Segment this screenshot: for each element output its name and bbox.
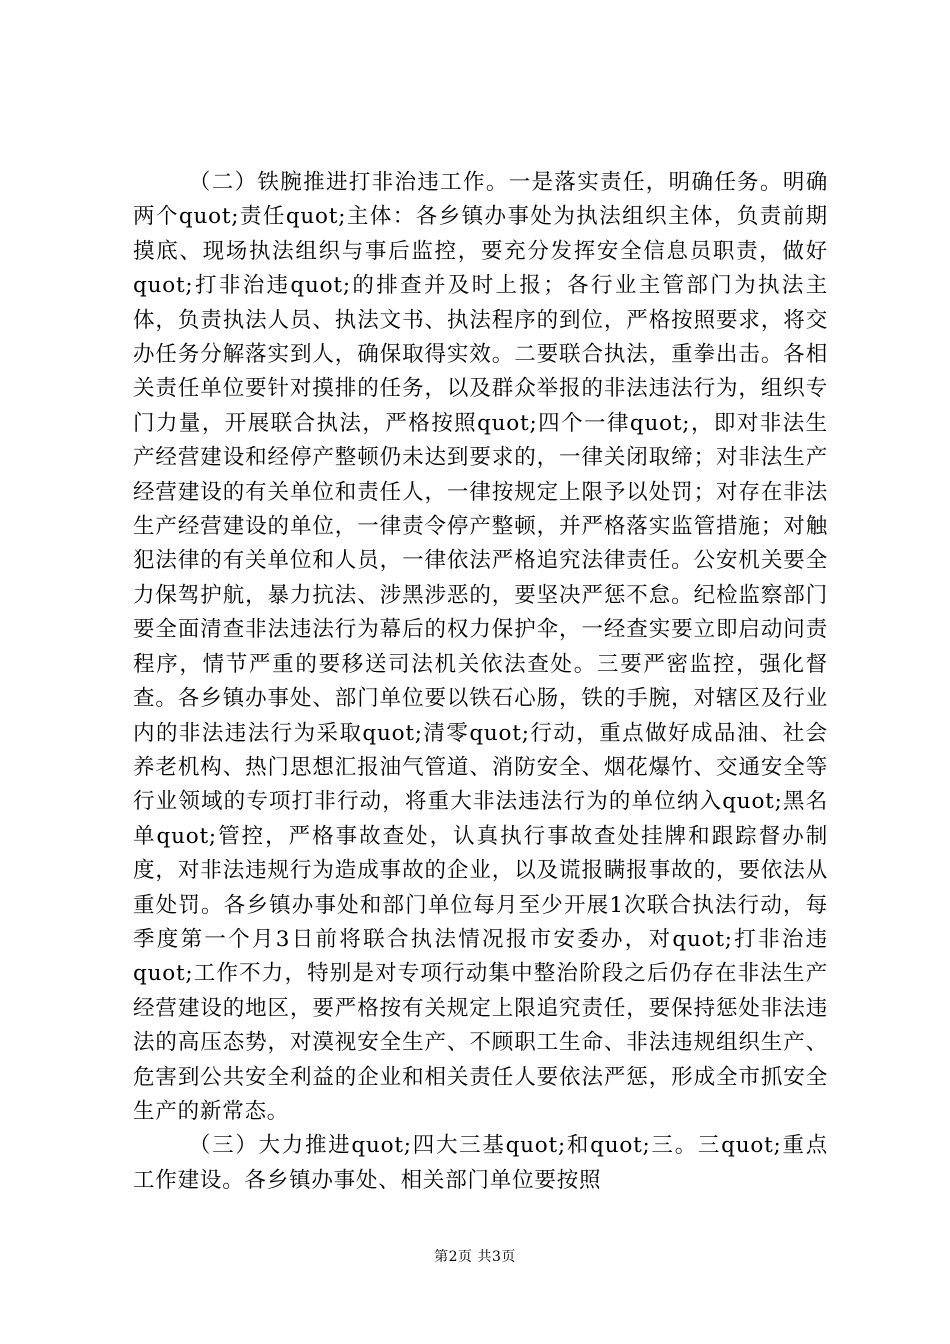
paragraph-section-two: （二）铁腕推进打非治违工作。一是落实责任，明确任务。明确两个quot;责任quot;主体：各乡镇办事处为执法组织主体，负责前期摸底、现场执法组织与事后监控，要充分发挥安全信息员职责，做好quot;打非治违quot;的排查并及时上报；各行业主管部门为执法主体，负责执法人员、执法文书、执法程序的到位，严格按照要求，将交办任务分解落实到人，确保取得实效。二要联合执法，重拳出击。各相关责任单位要针对摸排的任务，以及群众举报的非法违法行为，组织专门力量，开展联合执法，严格按照quot;四个一律quot;，即对非法生产经营建设和经停产整顿仍未达到要求的，一律关闭取缔；对非法生产经营建设的有关单位和责任人，一律按规定上限予以处罚；对存在非法生产经营建设的单位，一律责令停产整顿，并严格落实监管措施；对触犯法律的有关单位和人员，一律依法严格追究法律责任。公安机关要全力保驾护航，暴力抗法、涉黑涉恶的，要坚决严惩不怠。纪检监察部门要全面清查非法违法行为幕后的权力保护伞，一经查实要立即启动问责程序，情节严重的要移送司法机关依法查处。三要严密监控，强化督查。各乡镇办事处、部门单位要以铁石心肠，铁的手腕，对辖区及行业内的非法违法行为采取quot;清零quot;行动，重点做好成品油、社会养老机构、热门思想汇报油气管道、消防安全、烟花爆竹、交通安全等行业领域的专项打非行动，将重大非法违法行为的单位纳入quot;黑名单quot;管控，严格事故查处，认真执行事故查处挂牌和跟踪督办制度，对非法违规行为造成事故的企业，以及谎报瞒报事故的，要依法从重处罚。各乡镇办事处和部门单位每月至少开展1次联合执法行动，每季度第一个月3日前将联合执法情况报市安委办，对quot;打非治违quot;工作不力，特别是对专项行动集中整治阶段之后仍存在非法生产经营建设的地区，要严格按有关规定上限追究责任，要保持惩处非法违法的高压态势，对漠视安全生产、不顾职工生命、非法违规组织生产、危害到公共安全利益的企业和相关责任人要依法严惩，形成全市抓安全生产的新常态。: [133, 170, 828, 1124]
page-number-footer: 第2页 共3页: [434, 1249, 516, 1265]
document-body: [133, 166, 828, 1198]
paragraph-section-three: （三）大力推进quot;四大三基quot;和quot;三。三quot;重点工作建设。各乡镇办事处、相关部门单位要按照: [133, 1133, 828, 1193]
